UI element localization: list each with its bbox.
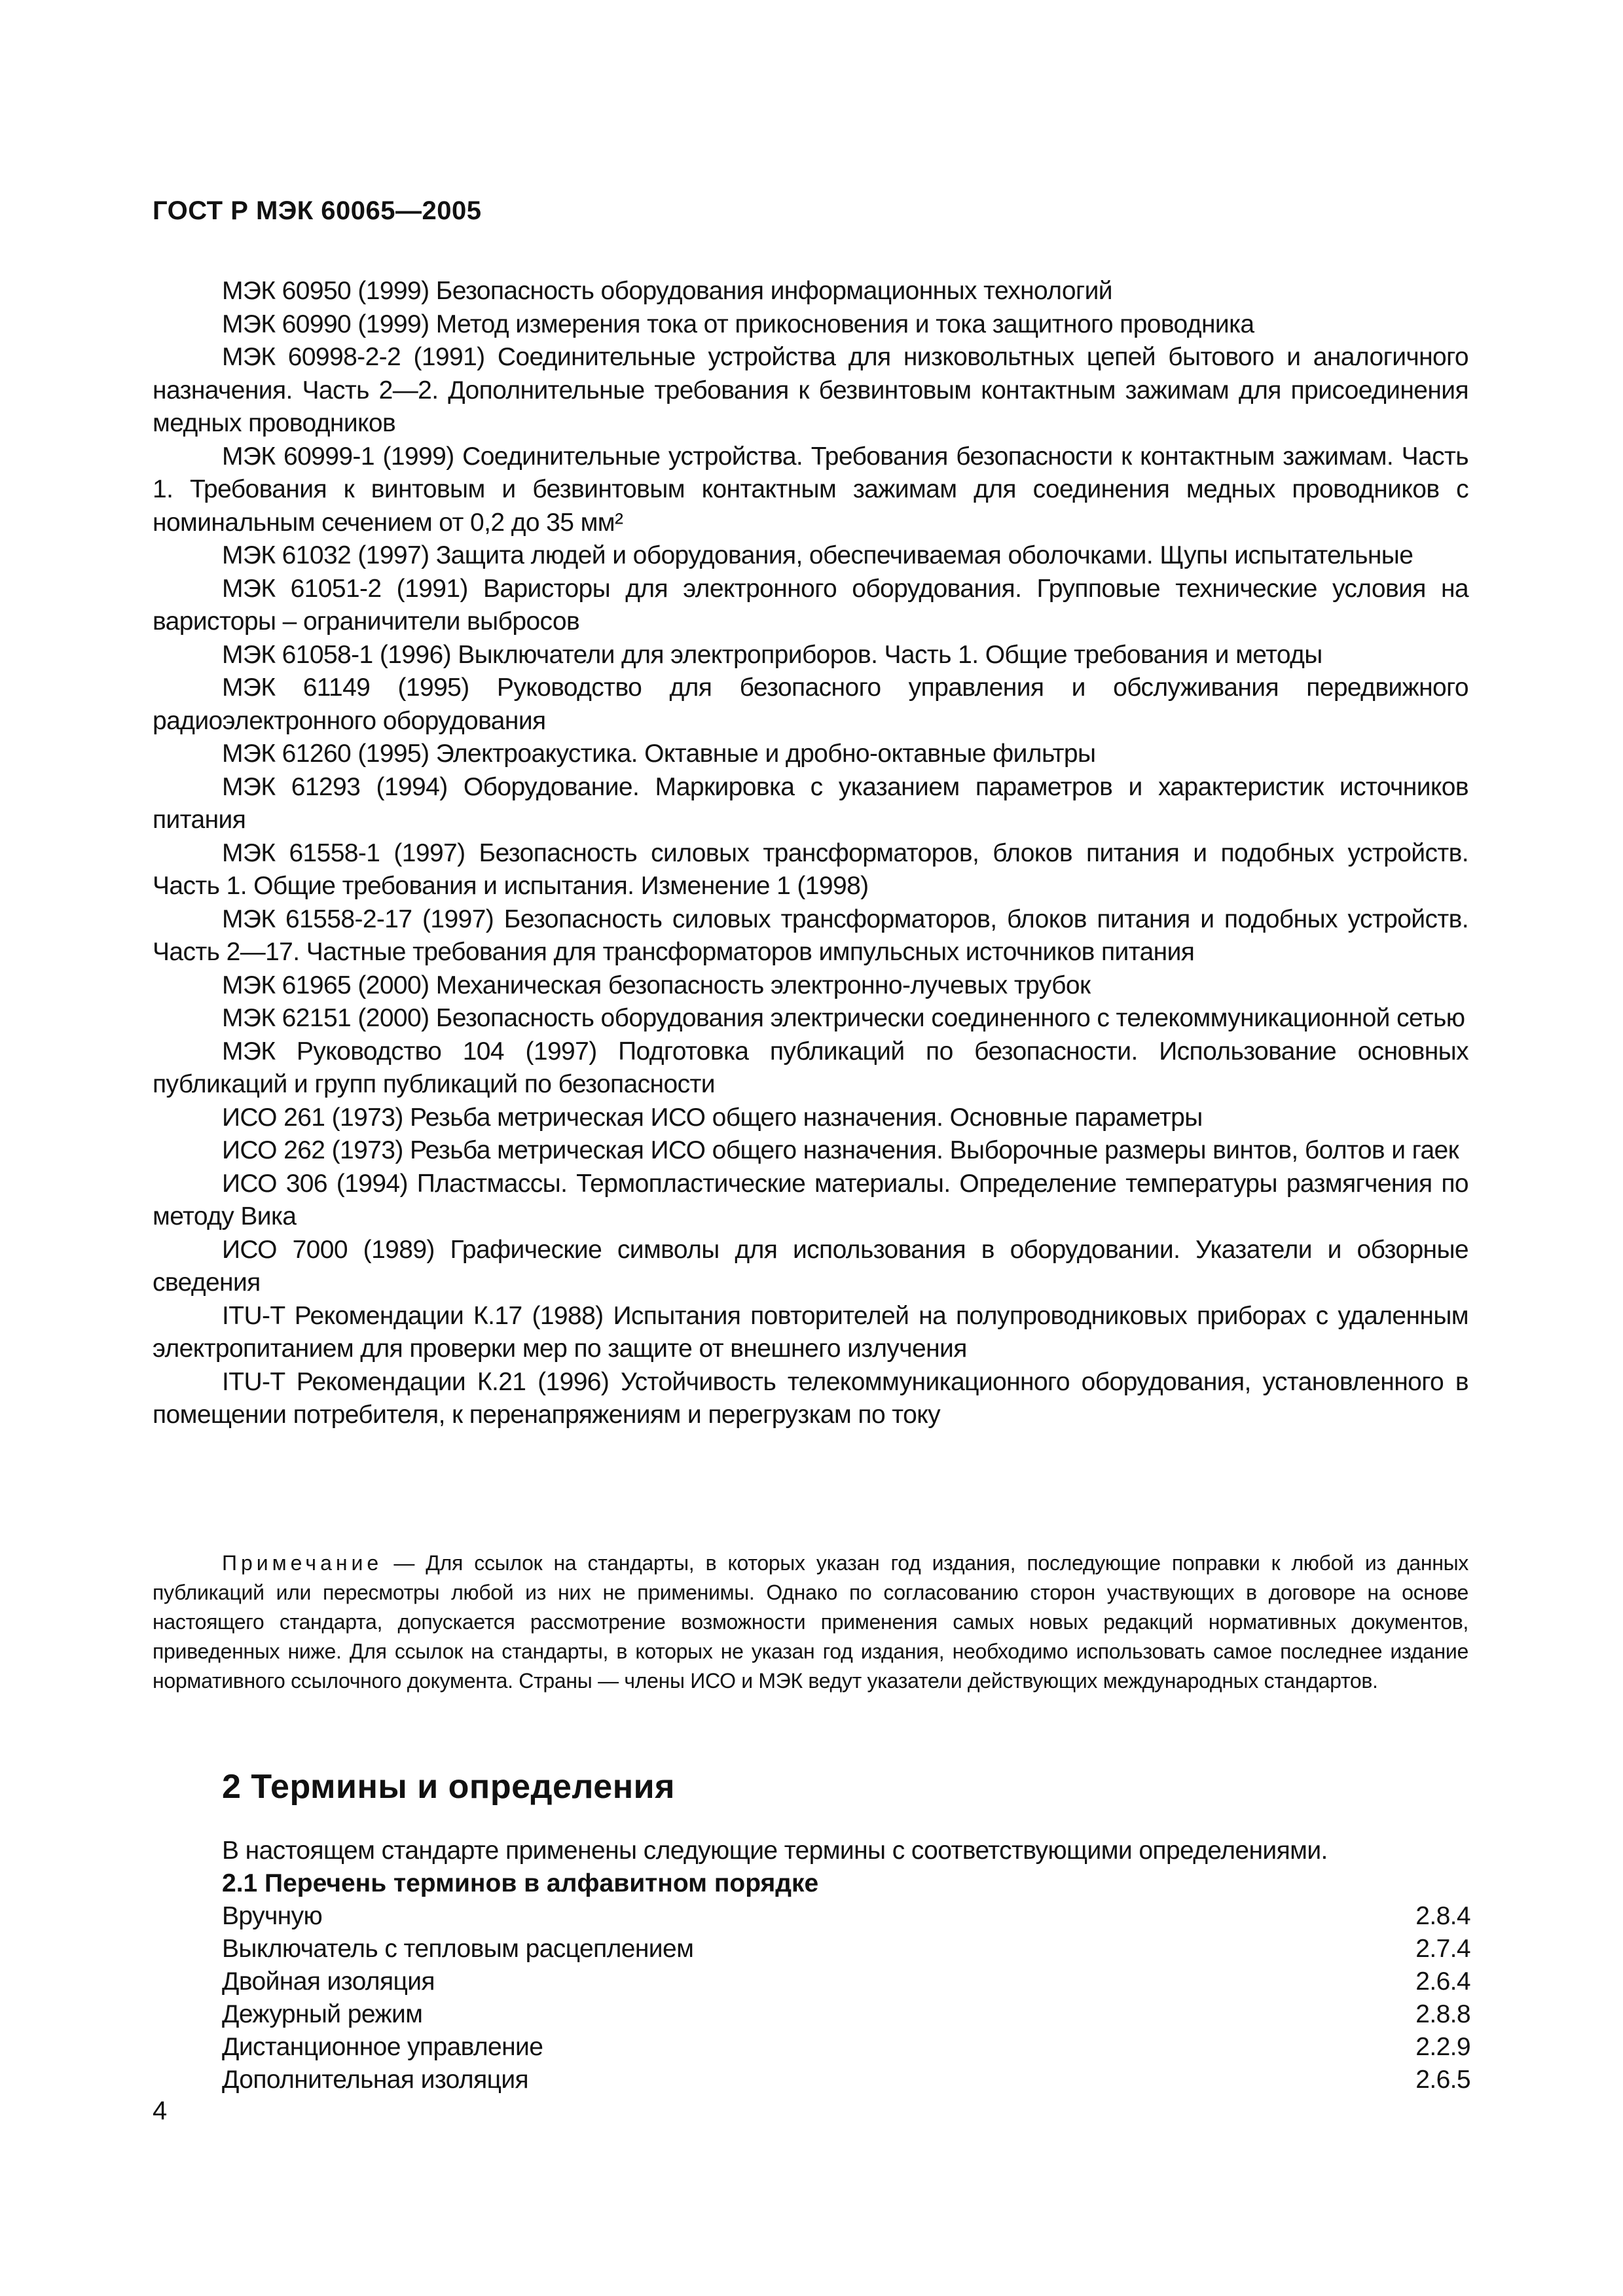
reference-item: МЭК 60998-2-2 (1991) Соединительные устройства для низковольтных цепей бытового и аналогичного назначения. Часть 2—2. Дополнительные требования к безвинтовым контактным зажимам для присоединения медных проводников bbox=[153, 343, 1468, 437]
reference-item: МЭК 61558-2-17 (1997) Безопасность силовых трансформаторов, блоков питания и подобных устройств. Часть 2—17. Частные требования для трансформаторов импульсных источников питания bbox=[153, 905, 1468, 966]
note-text: — Для ссылок на стандарты, в которых указан год издания, последующие поправки к любой из данных публикаций или пересмотры любой из них не применимы. Однако по согласованию сторон участвующих в договоре на основе настоящего стандарта, допускается рассмотрение возможности применения самых новых редакций нормативных документов, приведенных ниже. Для ссылок на стандарты, в которых не указан год издания, необходимо использовать самое последнее издание нормативного ссылочного документа. Страны — члены ИСО и МЭК ведут указатели действующих международных стандартов. bbox=[153, 1551, 1468, 1693]
reference-item: МЭК 61558-1 (1997) Безопасность силовых трансформаторов, блоков питания и подобных устройств. Часть 1. Общие требования и испытания. Изменение 1 (1998) bbox=[153, 838, 1468, 900]
term-row bbox=[222, 1965, 1470, 1998]
reference-item: ITU-T Рекомендации К.21 (1996) Устойчивость телекоммуникационного оборудования, установленного в помещении потребителя, к перенапряжениям и перегрузкам по току bbox=[153, 1367, 1468, 1429]
references-list bbox=[153, 275, 1468, 1432]
reference-item: МЭК 61260 (1995) Электроакустика. Октавные и дробно-октавные фильтры bbox=[222, 740, 1096, 768]
reference-item: МЭК Руководство 104 (1997) Подготовка публикаций по безопасности. Использование основных публикаций и групп публикаций по безопасности bbox=[153, 1037, 1468, 1098]
reference-item: МЭК 60950 (1999) Безопасность оборудования информационных технологий bbox=[222, 277, 1112, 305]
section-intro: В настоящем стандарте применены следующие термины с соответствующими определениями. bbox=[222, 1837, 1328, 1865]
reference-item: МЭК 61149 (1995) Руководство для безопасного управления и обслуживания передвижного радиоэлектронного оборудования bbox=[153, 673, 1468, 735]
standard-header: ГОСТ Р МЭК 60065—2005 bbox=[153, 196, 482, 225]
reference-item: ИСО 306 (1994) Пластмассы. Термопластические материалы. Определение температуры размягчения по методу Вика bbox=[153, 1169, 1468, 1230]
page-number: 4 bbox=[153, 2096, 168, 2125]
reference-item: МЭК 60990 (1999) Метод измерения тока от прикосновения и тока защитного проводника bbox=[222, 310, 1254, 338]
note-label: Примечание bbox=[222, 1551, 383, 1575]
reference-item: ИСО 261 (1973) Резьба метрическая ИСО общего назначения. Основные параметры bbox=[222, 1103, 1203, 1132]
note-block bbox=[153, 1549, 1468, 1696]
term-row bbox=[222, 1933, 1470, 1965]
term-ref: 2.8.8 bbox=[1415, 2000, 1470, 2028]
term-ref: 2.2.9 bbox=[1415, 2033, 1470, 2061]
term-ref: 2.7.4 bbox=[1415, 1935, 1470, 1963]
reference-item: ИСО 7000 (1989) Графические символы для использования в оборудовании. Указатели и обзорные сведения bbox=[153, 1235, 1468, 1297]
term-name: Дистанционное управление bbox=[222, 2033, 543, 2061]
reference-item: МЭК 61965 (2000) Механическая безопасность электронно-лучевых трубок bbox=[222, 971, 1091, 999]
term-name: Дополнительная изоляция bbox=[222, 2066, 529, 2094]
term-index-list bbox=[222, 1900, 1470, 2096]
term-name: Вручную bbox=[222, 1902, 323, 1930]
reference-item: ITU-T Рекомендации К.17 (1988) Испытания повторителей на полупроводниковых приборах с удаленным электропитанием для проверки мер по защите от внешнего излучения bbox=[153, 1301, 1468, 1363]
reference-item: МЭК 61051-2 (1991) Варисторы для электронного оборудования. Групповые технические условия на варисторы – ограничители выбросов bbox=[153, 574, 1468, 636]
reference-item: МЭК 61058-1 (1996) Выключатели для электроприборов. Часть 1. Общие требования и методы bbox=[222, 640, 1322, 669]
reference-item: ИСО 262 (1973) Резьба метрическая ИСО общего назначения. Выборочные размеры винтов, болтов и гаек bbox=[222, 1136, 1459, 1164]
term-row bbox=[222, 2031, 1470, 2064]
reference-item: МЭК 61293 (1994) Оборудование. Маркировка с указанием параметров и характеристик источников питания bbox=[153, 772, 1468, 834]
subsection-title: 2.1 Перечень терминов в алфавитном порядке bbox=[222, 1869, 819, 1897]
term-ref: 2.8.4 bbox=[1415, 1902, 1470, 1930]
reference-item: МЭК 61032 (1997) Защита людей и оборудования, обеспечиваемая оболочками. Щупы испытательные bbox=[222, 541, 1413, 569]
term-row bbox=[222, 2064, 1470, 2096]
term-name: Выключатель с тепловым расцеплением bbox=[222, 1935, 694, 1963]
term-name: Двойная изоляция bbox=[222, 1967, 435, 1996]
term-row bbox=[222, 1998, 1470, 2031]
section-title: 2 Термины и определения bbox=[222, 1768, 675, 1806]
reference-item: МЭК 60999-1 (1999) Соединительные устройства. Требования безопасности к контактным зажимам. Часть 1. Требования к винтовым и безвинтовым контактным зажимам для соединения медных проводников с номинальным сечением от 0,2 до 35 мм² bbox=[153, 442, 1468, 537]
reference-item: МЭК 62151 (2000) Безопасность оборудования электрически соединенного с телекоммуникационной сетью bbox=[222, 1004, 1465, 1032]
term-name: Дежурный режим bbox=[222, 2000, 423, 2028]
term-row bbox=[222, 1900, 1470, 1933]
term-ref: 2.6.5 bbox=[1415, 2066, 1470, 2094]
term-ref: 2.6.4 bbox=[1415, 1967, 1470, 1996]
